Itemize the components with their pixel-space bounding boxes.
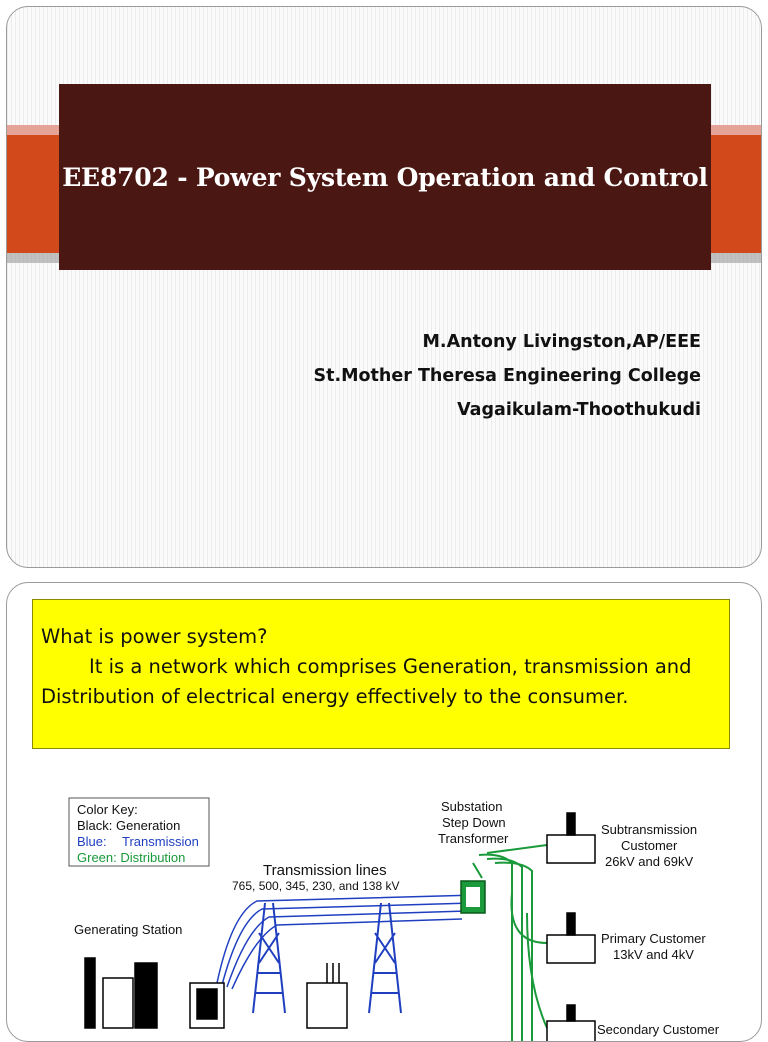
generating-station-label: Generating Station [74,922,183,937]
author-block [313,325,701,427]
plant-icon [307,963,347,1028]
author-name: M.Antony Livingston,AP/EEE [422,332,701,352]
title-slide [6,6,762,568]
key-transmission-label: Blue: [77,834,107,849]
primary-label-1: Primary Customer [601,931,706,946]
key-generation: Black: Generation [77,818,181,833]
secondary-label-1: Secondary Customer [597,1022,720,1037]
author-location: Vagaikulam-Thoothukudi [457,400,701,420]
subtrans-label-1: Subtransmission [601,822,698,837]
subtrans-label-3: 26kV and 69kV [605,854,694,869]
definition-box [32,599,730,749]
slide-title: EE8702 - Power System Operation and Control [62,162,708,192]
generating-station-icon [85,958,224,1028]
key-distribution: Green: Distribution [77,850,186,865]
content-slide [6,582,762,1042]
key-transmission-value: Transmission [122,834,199,849]
transmission-lines [217,895,477,989]
factory-icon [547,813,595,1042]
substation-label-3: Transformer [438,831,509,846]
author-college: St.Mother Theresa Engineering College [313,366,701,386]
question-text: What is power system? [41,625,268,648]
answer-line-2: Distribution of electrical energy effectively to the consumer. [41,685,629,708]
primary-label-2: 13kV and 4kV [613,947,694,962]
substation-label-2: Step Down [442,815,506,830]
subtrans-label-2: Customer [621,838,678,853]
title-box [59,84,711,270]
distribution-lines [473,845,547,1042]
color-key-title: Color Key: [77,802,138,817]
power-system-diagram [7,783,762,1042]
substation-label-1: Substation [441,799,503,814]
voltage-label: 765, 500, 345, 230, and 138 kV [232,879,400,893]
answer-line-1: It is a network which comprises Generation, transmission and [89,655,692,678]
transmission-lines-label: Transmission lines [263,862,387,879]
